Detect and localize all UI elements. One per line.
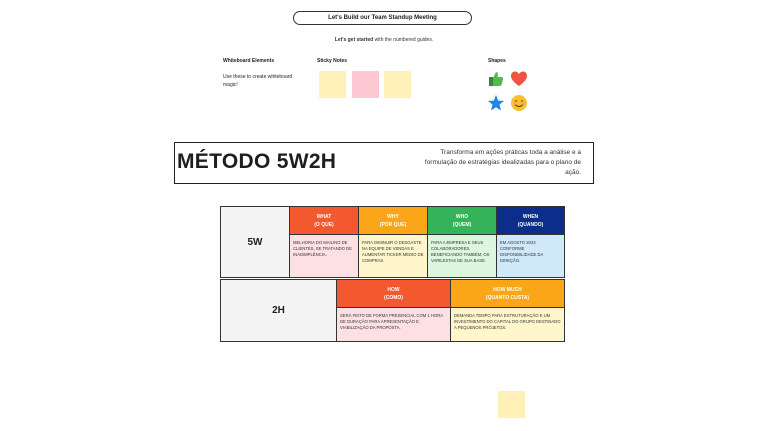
header-who-sub: (QUEM)	[452, 221, 472, 228]
header-how-title: HOW	[387, 286, 400, 293]
header-who	[428, 207, 497, 235]
whiteboard-elements-title: Whiteboard Elements	[223, 58, 275, 64]
cell-when[interactable]: EM AGOSTO 2023 CONFORME DISPONIBILIDADE DA DIREÇÃO.	[497, 235, 564, 277]
star-icon[interactable]	[487, 94, 505, 112]
row-label-2h: 2H	[221, 280, 337, 341]
sticky-note-yellow[interactable]	[319, 71, 346, 98]
heart-icon[interactable]	[510, 70, 528, 88]
cell-how-much[interactable]: DEMANDA TEMPO PARA ESTRUTURAÇÃO E UM INVESTIMENTO DO CAPITAL DO GRUPO DESTINADO A PEQUENOS PROJETOS.	[451, 308, 564, 341]
board-subtitle	[0, 37, 768, 43]
thumbs-up-icon[interactable]	[487, 70, 505, 88]
header-what-title: WHAT	[316, 213, 332, 220]
header-when	[497, 207, 564, 235]
table-2h	[220, 279, 565, 342]
shapes-title: Shapes	[488, 58, 506, 64]
sticky-note-pink[interactable]	[352, 71, 379, 98]
subtitle-rest: with the numbered guides.	[373, 37, 434, 43]
method-box[interactable]	[174, 142, 594, 184]
header-who-title: WHO	[455, 213, 469, 220]
header-how-sub: (COMO)	[384, 294, 403, 301]
header-how-much-sub: (QUANTO CUSTA)	[485, 294, 530, 301]
header-when-title: WHEN	[522, 213, 539, 220]
sticky-notes-title: Sticky Notes	[317, 58, 348, 64]
board-title-banner[interactable]	[293, 11, 472, 25]
row-label-5w: 5W	[221, 207, 290, 277]
header-how	[337, 280, 451, 308]
cell-who[interactable]: PARA A EMPRESA E SEUS COLABORADORES, BENEFICIANDO TAMBÉM, OS VAREJISTAS DE SUA BASE.	[428, 235, 497, 277]
board-title: Let's Build our Team Standup Meeting	[328, 15, 437, 21]
header-why	[359, 207, 428, 235]
whiteboard-elements-desc: Use these to create whiteboard magic!	[223, 74, 293, 88]
header-what-sub: (O QUE)	[314, 221, 334, 228]
subtitle-bold: Let's get started	[334, 37, 374, 43]
cell-what[interactable]: MELHORIA DO MAILING DE CLIENTES, SE TRATANDO DE INADIMPLÊNCIA.	[290, 235, 359, 277]
header-why-title: WHY	[387, 213, 399, 220]
smiley-icon[interactable]	[510, 94, 528, 112]
header-how-much-title: HOW MUCH	[493, 286, 522, 293]
header-how-much	[451, 280, 564, 308]
method-description: Transforma em ações práticas toda a análise e a formulação de estratégias idealizadas para o plano de ação.	[424, 149, 581, 176]
sticky-note-loose[interactable]	[498, 391, 525, 418]
cell-why[interactable]: PARA DIMINUIR O DESGASTE NA EQUIPE DE VENDAS E AUMENTAR TICKER MÉDIO DE COMPRAS.	[359, 235, 428, 277]
table-5w	[220, 206, 565, 278]
cell-how[interactable]: SERÁ FEITO DE FORMA PRESENCIAL COM 1 HORA DE DURAÇÃO PARA APRESENTAÇÃO E VIABILIZAÇÃO DA PROPOSTA.	[337, 308, 451, 341]
sticky-note-yellow-2[interactable]	[384, 71, 411, 98]
header-when-sub: (QUANDO)	[517, 221, 544, 228]
method-title: MÉTODO 5W2H	[177, 150, 337, 173]
header-what	[290, 207, 359, 235]
header-why-sub: (POR QUE)	[379, 221, 407, 228]
